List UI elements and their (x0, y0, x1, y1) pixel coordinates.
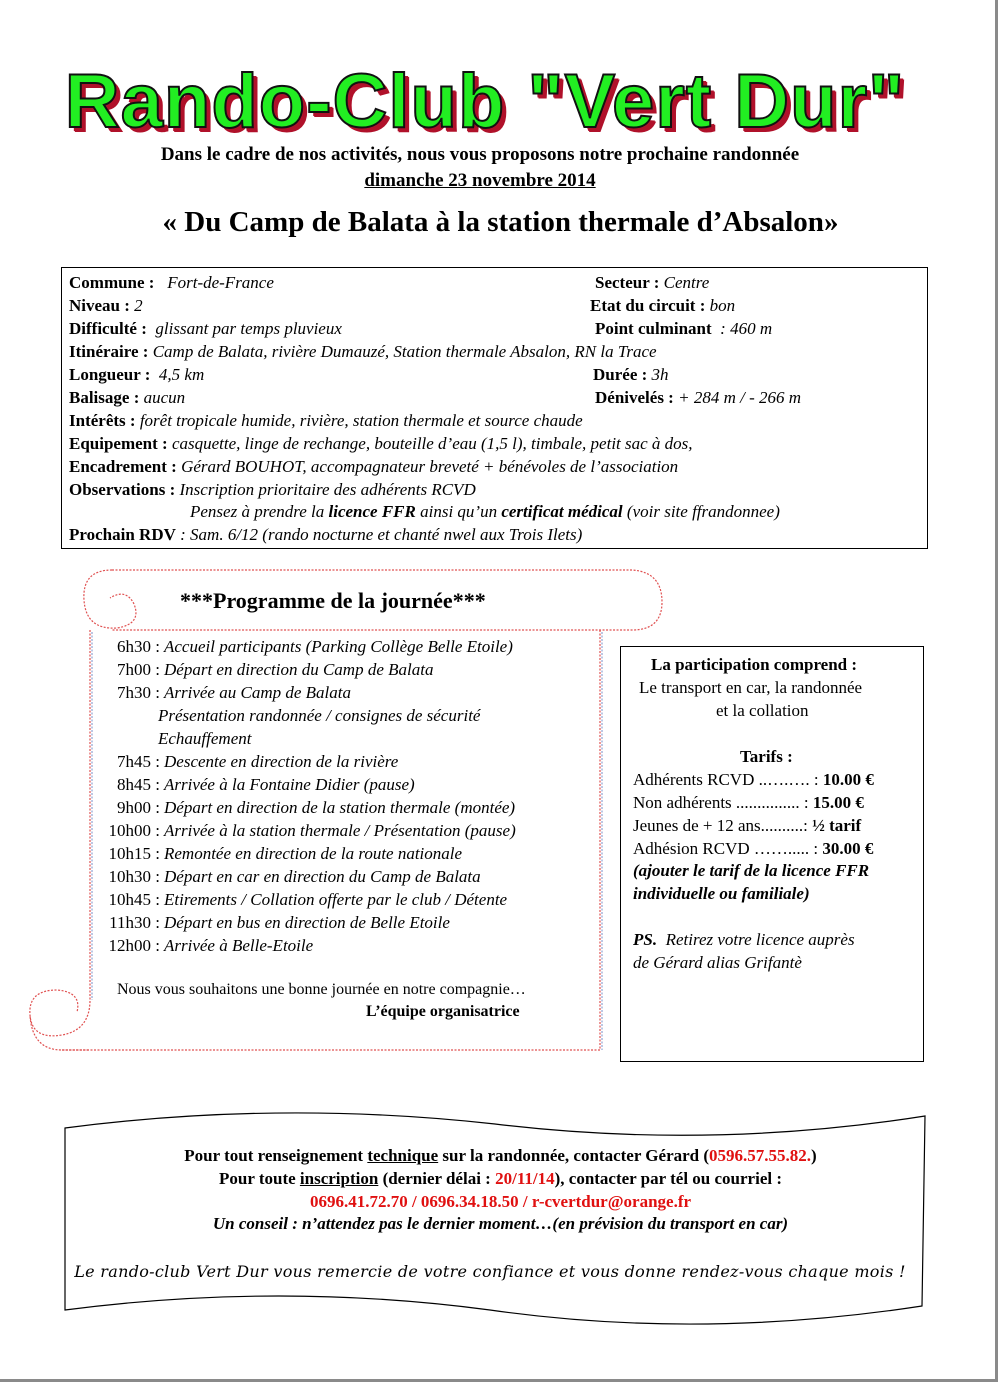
ps-line-1: PS. Retirez votre licence auprès (633, 930, 855, 949)
programme-item (96, 797, 515, 818)
programme-time: 9h00 : (117, 798, 160, 817)
programme-time: 7h00 : (117, 660, 160, 679)
programme-time: 8h45 : (117, 775, 160, 794)
programme-item (96, 843, 462, 864)
observations-row-2: Pensez à prendre la licence FFR ainsi qu’un certificat médical (voir site ffrandonnee) (190, 502, 780, 521)
programme-item (96, 751, 398, 772)
programme-text: Remontée en direction de la route nationale (164, 844, 463, 863)
programme-text: Etirements / Collation offerte par le club / Détente (164, 890, 508, 909)
includes-line-2: et la collation (716, 701, 809, 720)
tarifs-label: Tarifs : (740, 747, 793, 766)
event-date-line (0, 170, 960, 192)
programme-title: ***Programme de la journée*** (180, 588, 486, 613)
programme-text: Echauffement (158, 729, 252, 748)
price-value: 15.00 € (812, 793, 864, 812)
prochain-rdv-row: Prochain RDV : Sam. 6/12 (rando nocturne et chanté nwel aux Trois Ilets) (69, 525, 583, 544)
price-row (633, 839, 873, 859)
intro-text: Dans le cadre de nos activités, nous vous proposons notre prochaine randonnée (160, 144, 800, 165)
includes-line-1: Le transport en car, la randonnée (639, 678, 863, 697)
price-value: 30.00 € (822, 839, 874, 858)
programme-item (96, 636, 513, 657)
programme-time: 10h45 : (108, 890, 160, 909)
licence-note-1: (ajouter le tarif de la licence FFR (633, 861, 870, 880)
programme-text: Présentation randonnée / consignes de sécurité (158, 706, 481, 725)
programme-item (90, 705, 480, 726)
programme-item (90, 728, 251, 749)
programme-item (96, 820, 516, 841)
price-row (633, 793, 864, 813)
programme-time: 7h30 : (117, 683, 160, 702)
price-row (633, 770, 874, 790)
programme-item (96, 889, 507, 910)
programme-time: 6h30 : (117, 637, 160, 656)
programme-time: 10h00 : (108, 821, 160, 840)
ps-line-2: de Gérard alias Grifantè (633, 953, 802, 972)
duree-row: Durée : 3h (593, 365, 669, 384)
programme-text: Arrivée à Belle-Etoile (164, 936, 314, 955)
commune-row: Commune : Fort-de-France (69, 273, 274, 292)
programme-text: Accueil participants (Parking Collège Belle Etoile) (164, 637, 513, 656)
programme-text: Arrivée à la Fontaine Didier (pause) (164, 775, 415, 794)
programme-text: Départ en direction de la station thermale (montée) (164, 798, 516, 817)
programme-item (96, 682, 351, 703)
signature: L’équipe organisatrice (366, 1003, 520, 1020)
hike-title: « Du Camp de Balata à la station thermale d’Absalon» (162, 206, 839, 238)
price-label: Non adhérents ............... : (633, 793, 809, 812)
secteur-row: Secteur : Centre (595, 273, 710, 292)
programme-time: 12h00 : (108, 936, 160, 955)
deniveles-row: Dénivelés : + 284 m / - 266 m (595, 388, 802, 407)
price-label: Adhérents RCVD ..….…. : (633, 770, 819, 789)
programme-text: Arrivée au Camp de Balata (164, 683, 351, 702)
programme-item (96, 866, 481, 887)
price-value: 10.00 € (822, 770, 874, 789)
niveau-row: Niveau : 2 (69, 296, 143, 315)
programme-text: Descente en direction de la rivière (164, 752, 399, 771)
longueur-row: Longueur : 4,5 km (69, 365, 205, 384)
contact-phones-email: 0696.41.72.70 / 0696.34.18.50 / r-cvertdur@orange.fr (309, 1192, 692, 1211)
equipement-row: Equipement : casquette, linge de rechange, bouteille d’eau (1,5 l), timbale, petit sac à dos, (69, 434, 693, 453)
programme-time: 11h30 : (109, 913, 160, 932)
difficulte-row: Difficulté : glissant par temps pluvieux (69, 319, 342, 338)
closing-text: Nous vous souhaitons une bonne journée en notre compagnie… (117, 981, 526, 998)
programme-text: Départ en car en direction du Camp de Balata (164, 867, 481, 886)
event-date: dimanche 23 novembre 2014 (364, 170, 596, 191)
programme-item (96, 659, 433, 680)
advice-line: Un conseil : n’attendez pas le dernier moment…(en prévision du transport en car) (212, 1214, 789, 1233)
price-row (633, 816, 861, 836)
licence-note-2: individuelle ou familiale) (633, 884, 810, 903)
programme-item (96, 935, 313, 956)
programme-item (96, 774, 415, 795)
programme-text: Départ en direction du Camp de Balata (164, 660, 434, 679)
club-title: Rando-Club "Vert Dur" (64, 59, 906, 144)
balisage-row: Balisage : aucun (69, 388, 186, 407)
price-value: ½ tarif (812, 816, 862, 835)
price-label: Jeunes de + 12 ans..........: (633, 816, 808, 835)
itineraire-row: Itinéraire : Camp de Balata, rivière Dumauzé, Station thermale Absalon, RN la Trace (69, 342, 657, 361)
interets-row: Intérêts : forêt tropicale humide, rivière, station thermale et source chaude (69, 411, 583, 430)
point-culminant-row: Point culminant : 460 m (595, 319, 773, 338)
programme-text: Départ en bus en direction de Belle Etoile (164, 913, 450, 932)
etat-row: Etat du circuit : bon (590, 296, 736, 315)
encadrement-row: Encadrement : Gérard BOUHOT, accompagnateur breveté + bénévoles de l’association (69, 457, 679, 476)
thanks-line: Le rando-club Vert Dur vous remercie de votre confiance et vous donne rendez-vous chaque mois ! (74, 1262, 906, 1281)
programme-item (96, 912, 450, 933)
programme-text: Arrivée à la station thermale / Présentation (pause) (164, 821, 516, 840)
contact-line-registration: Pour toute inscription (dernier délai : 20/11/14), contacter par tél ou courriel : (219, 1169, 782, 1188)
observations-row: Observations : Inscription prioritaire des adhérents RCVD (69, 480, 476, 499)
programme-time: 10h15 : (108, 844, 160, 863)
price-label: Adhésion RCVD ……..... : (633, 839, 819, 858)
programme-time: 7h45 : (117, 752, 160, 771)
programme-time: 10h30 : (108, 867, 160, 886)
contact-line-technical: Pour tout renseignement technique sur la randonnée, contacter Gérard (0596.57.55.82.) (184, 1146, 817, 1165)
participation-heading: La participation comprend : (651, 655, 858, 674)
